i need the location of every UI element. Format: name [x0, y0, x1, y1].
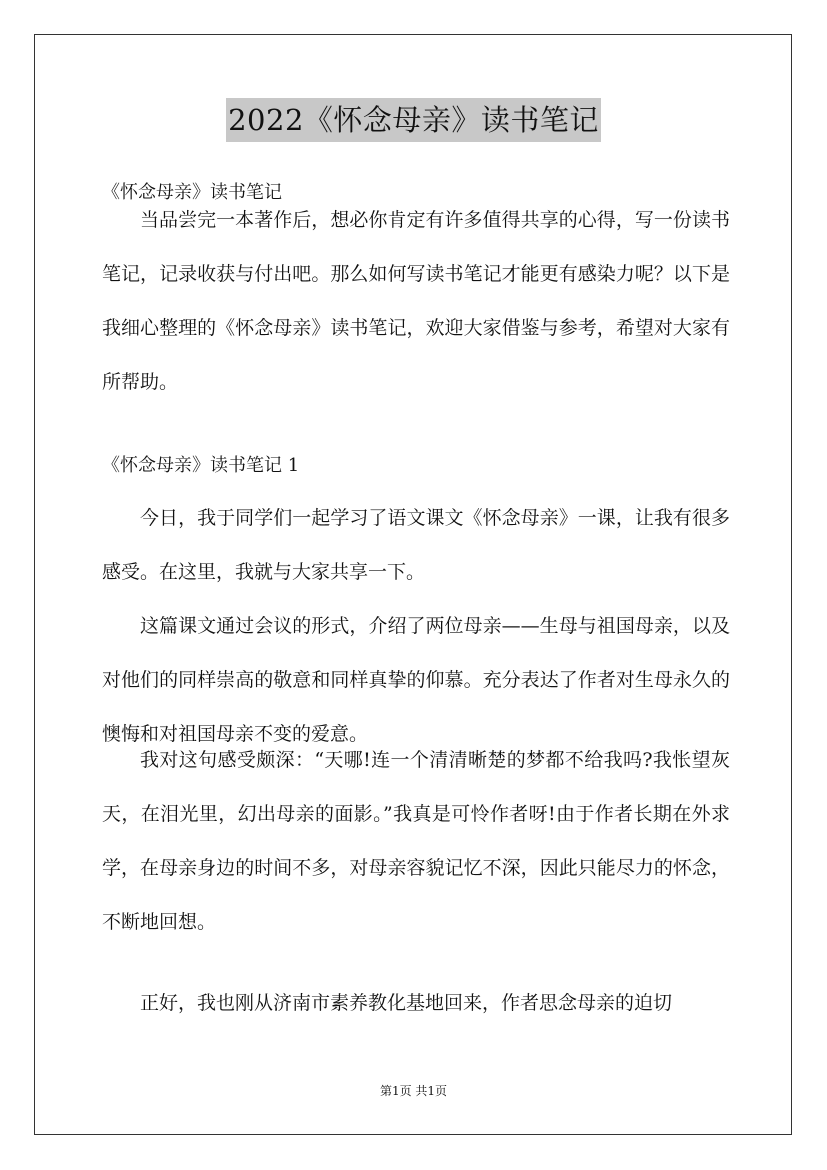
body-paragraph-3: 我对这句感受颇深：“天哪!连一个清清晰楚的梦都不给我吗?我怅望灰天，在泪光里，幻出母亲的面影。”我真是可怜作者呀!由于作者长期在外求学，在母亲身边的时间不多，对母亲容貌记忆不深，因此只能尽力的怀念，不断地回想。: [102, 749, 730, 933]
document-subtitle: 《怀念母亲》读书笔记: [102, 182, 282, 203]
document-title: 2022《怀念母亲》读书笔记: [226, 98, 601, 142]
title-container: [0, 98, 827, 142]
body-paragraph-2: 这篇课文通过会议的形式，介绍了两位母亲——生母与祖国母亲，以及对他们的同样崇高的敬意和同样真挚的仰慕。充分表达了作者对生母永久的懊悔和对祖国母亲不变的爱意。: [102, 615, 730, 745]
body-paragraph-1: 今日，我于同学们一起学习了语文课文《怀念母亲》一课，让我有很多感受。在这里，我就与大家共享一下。: [102, 507, 730, 583]
section-heading: 《怀念母亲》读书笔记 1: [102, 455, 300, 476]
intro-paragraph: 当品尝完一本著作后，想必你肯定有许多值得共享的心得，写一份读书笔记，记录收获与付出吧。那么如何写读书笔记才能更有感染力呢？以下是我细心整理的《怀念母亲》读书笔记，欢迎大家借鉴与参考，希望对大家有所帮助。: [102, 209, 730, 393]
page-footer: 第1页 共1页: [379, 1084, 448, 1098]
body-paragraph-4: 正好，我也刚从济南市素养教化基地回来，作者思念母亲的迫切: [140, 992, 673, 1014]
